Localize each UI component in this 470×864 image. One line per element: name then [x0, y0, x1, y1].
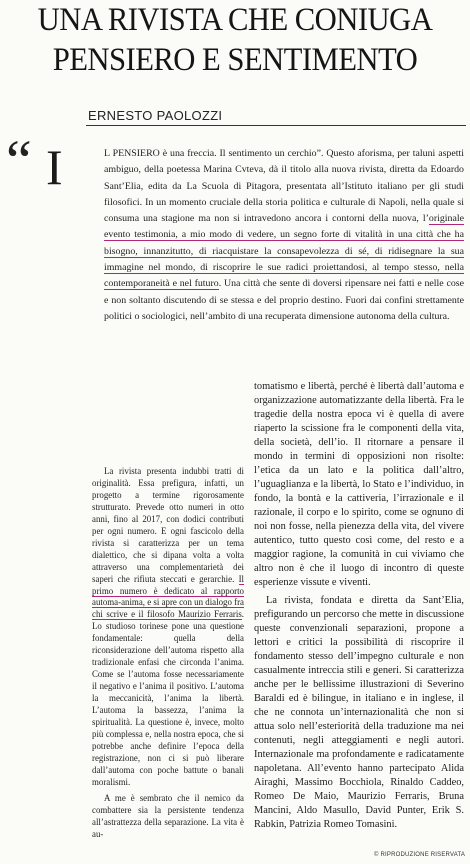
drop-cap: I	[46, 139, 63, 195]
author-byline: ERNESTO PAOLOZZI	[88, 108, 223, 123]
right-column	[254, 380, 464, 836]
intro-highlight: originale evento testimonia, a mio modo di vedere, un segno forte di vitalità in una città che ha bisogno, innanzitutto, di riacquistare la consapevolezza di sé, di ridisegnare la sua immagine nel mondo, di riscoprire le sue radici proiettandosi, al tempo stesso, nella contemporaneità e nel futuro	[104, 213, 464, 290]
headline-line-1: UNA RIVISTA CHE CONIUGA	[37, 2, 433, 38]
opening-quote-mark: “	[6, 128, 32, 193]
left-p2-highlight: Il primo numero è dedicato al rapporto automa-anima, e si apre con un dialogo fra chi scrive e il filosofo Maurizio Ferraris	[92, 573, 244, 620]
byline-rule	[86, 125, 466, 126]
left-column-upper	[92, 466, 244, 845]
copyright-notice: © RIPRODUZIONE RISERVATA	[374, 852, 466, 858]
article-intro	[78, 146, 464, 329]
headline-line-2: PENSIERO E SENTIMENTO	[52, 42, 418, 78]
intro-text-a: L PENSIERO è una freccia. Il sentimento un cerchio”. Questo aforisma, per taluni aspetti ambiguo, della poetessa Marina Cvteva, dà il titolo alla nuova rivista, diretta da Edoardo Sant’Elia, edita da La Scuola di Pitagora, presentata all’Istituto italiano per gli studi filosofici. In un momento cruciale della storia politica e culturale di Napoli, nella quale si consuma una stagione ma non si intravedono ancora i contorni della nuova, l’	[104, 148, 464, 225]
intro-text-b: . Una città che sente di doversi ripensare nei fatti e nelle cose e non soltanto discutendo di se stessa e del proprio destino. Fuori dai confini strettamente politici o sociologici, nell’ambito di una recuperata dimensione autonoma della cultura.	[104, 278, 464, 322]
left-p2-text-b: . Lo studioso torinese pone una questione fondamentale: quella della riconsiderazione dell’automa rispetto alla tradizionale enfasi che circonda l’anima. Come se l’automa fosse necessariamente il negativo e l’anima il positivo. L’automa la meccanicità, l’anima la libertà. L’automa la bassezza, l’anima la spiritualità. La questione è, invece, molto più complessa e, nella nostra epoca, che si potrebbe anche definire l’epoca della registrazione, non ci si può liberare dall’automa con poche battute o banali moralismi.	[92, 609, 244, 787]
left-p2-text: La rivista presenta indubbi tratti di originalità. Essa prefigura, infatti, un progetto a termine rigorosamente strutturato. Prevede otto numeri in otto anni, fino al 2017, con dodici contributi per ogni numero. E ogni fascicolo della rivista si caratterizza per un tema dialettico, che si dipana volta a volta attraverso una complementarietà dei saperi che rifiuta steccati e gerarchie.	[92, 466, 244, 584]
left-paragraph-2	[92, 466, 244, 789]
right-paragraph-4: La rivista, fondata e diretta da Sant’Elia, prefigurando un percorso che mette in discussione queste convenzionali separazioni, propone a lettori e critici la possibilità di riscoprire il fondamento stesso dell’impegno culturale e non casualmente intreccia stili e generi. Si caratterizza anche per le bellissime illustrazioni di Severino Baraldi ed è bilingue, in italiano e in inglese, il che ne connota un’internazionalità che non si attua solo nell’esteriorità della traduzione ma nei contenuti, negli atteggiamenti e negli autori. Internazionale ma profondamente e radicatamente napoletana. All’evento hanno partecipato Alida Airaghi, Massimo Bocchiola, Rinaldo Caddeo, Romeo De Maio, Maurizio Ferraris, Bruna Mancini, Aldo Masullo, David Punter, Erik S. Rabkin, Patrizia Romeo Tomasini.	[254, 595, 464, 830]
left-paragraph-3: A me è sembrato che il nemico da combattere sia la persistente tendenza all’astrattezza della separazione. La vita è au-	[92, 792, 244, 839]
intro-paragraph	[78, 146, 464, 325]
right-paragraph-cont: tomatismo e libertà, perché è libertà dall’automa e organizzazione automatizzante della libertà. Fra le tragedie della nostra epoca vi è quella di avere riaperto la scissione fra le componenti della vita, della società, dell’io. Il ritornare a pensare il mondo in termini di opposizioni non risolte: l’etica da un lato e la politica dall’altro, l’uguaglianza e la libertà, lo Stato e l’individuo, in fondo, la bontà e la cattiveria, l’irrazionale e il razionale, il corpo e lo spirito, come se ognuno di noi non fosse, nella pienezza della vita, del vivere autentico, tutto questo così come, del resto e a maggior ragione, la comunità in cui viviamo che altro non è che il luogo di incontro di queste esperienze vissute e viventi.	[254, 381, 464, 588]
